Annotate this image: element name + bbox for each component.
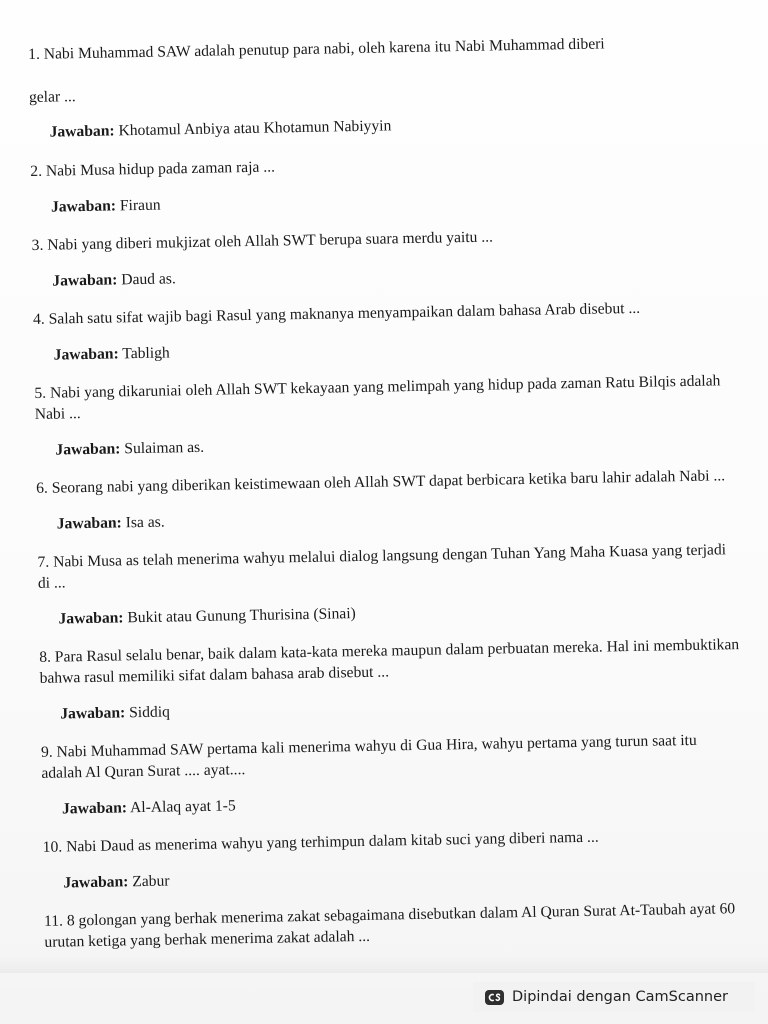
question-text: [36, 465, 736, 499]
question-item: [33, 296, 734, 366]
question-text: [41, 729, 742, 784]
question-item: [30, 148, 731, 218]
question-number: 8.: [39, 648, 52, 666]
question-body: Nabi Muhammad SAW pertama kali menerima wahyu di Gua Hira, wahyu pertama yang turun saat itu adalah Al Quran Surat .... ayat....: [41, 731, 697, 782]
question-body: Seorang nabi yang diberikan keistimewaan oleh Allah SWT dapat berbicara ketika baru lahir adalah Nabi ...: [51, 467, 726, 497]
question-list: [28, 31, 745, 953]
question-item: [41, 729, 742, 820]
question-item: [43, 824, 744, 894]
answer-text: Siddiq: [129, 703, 171, 722]
answer-text: Sulaiman as.: [124, 438, 205, 458]
question-number: 5.: [34, 384, 47, 402]
question-number: 6.: [35, 479, 49, 497]
answer-line: [62, 786, 742, 819]
question-item: [36, 465, 737, 535]
answer-label: Jawaban:: [61, 799, 128, 818]
question-continuation: gelar ...: [28, 88, 76, 106]
question-item: [32, 222, 733, 292]
answer-text: Isa as.: [125, 513, 165, 532]
answer-text: Tabligh: [122, 344, 170, 363]
answer-line: [52, 258, 732, 291]
question-text: [32, 222, 732, 256]
answer-line: [60, 691, 740, 724]
answer-label: Jawaban:: [52, 271, 118, 290]
question-item: [28, 31, 730, 143]
question-text: [43, 824, 743, 858]
question-text: [33, 296, 733, 330]
camscanner-watermark: [473, 982, 755, 1012]
question-number: 7.: [37, 553, 50, 571]
question-body: Nabi Muhammad SAW adalah penutup para nabi, oleh karena itu Nabi Muhammad diberi: [43, 35, 605, 63]
question-text: [39, 634, 740, 689]
camscanner-logo-icon: [485, 990, 504, 1005]
question-body: Nabi Musa as telah menerima wahyu melalui dialog langsung dengan Tuhan Yang Maha Kuasa yang terjadi di ...: [37, 541, 727, 592]
question-number: 1.: [28, 45, 41, 63]
question-item: [39, 634, 740, 725]
question-number: 4.: [32, 310, 45, 328]
scan-edge-shadow: [0, 955, 768, 973]
question-item: [44, 898, 745, 953]
answer-line: [57, 501, 737, 534]
answer-label: Jawaban:: [63, 873, 129, 892]
answer-label: Jawaban:: [49, 122, 115, 141]
question-number: 3.: [31, 236, 44, 254]
question-item: [37, 539, 738, 630]
question-body: Para Rasul selalu benar, baik dalam kata-kata mereka maupun dalam perbuatan mereka. Hal ini membuktikan bahwa rasul memiliki sifat dalam bahasa arab disebut ...: [39, 636, 740, 687]
answer-label: Jawaban:: [50, 197, 117, 216]
question-body: Nabi Daud as menerima wahyu yang terhimpun dalam kitab suci yang diberi nama ...: [65, 828, 599, 856]
answer-text: Bukit atau Gunung Thurisina (Sinai): [127, 605, 356, 627]
question-body: Salah satu sifat wajib bagi Rasul yang maknanya menyampaikan dalam bahasa Arab disebut ...: [48, 299, 641, 328]
question-text: [30, 148, 730, 182]
question-text: [28, 31, 728, 65]
answer-line: [51, 184, 731, 217]
question-text: [44, 898, 745, 953]
answer-line: [58, 596, 738, 629]
answer-line: [55, 427, 735, 460]
answer-text: Firaun: [119, 196, 161, 215]
question-text: [34, 370, 735, 425]
question-body: Nabi yang dikaruniai oleh Allah SWT kekayaan yang melimpah yang hidup pada zaman Ratu Bilqis adalah Nabi ...: [34, 372, 721, 423]
answer-line: [49, 109, 729, 142]
question-number: 11.: [43, 912, 64, 930]
answer-text: Al-Alaq ayat 1-5: [129, 797, 236, 817]
answer-label: Jawaban:: [60, 704, 126, 723]
answer-line: [63, 860, 743, 893]
answer-label: Jawaban:: [55, 440, 121, 459]
watermark-text: Dipindai dengan CamScanner: [512, 989, 729, 1005]
question-text: [37, 539, 738, 594]
question-number: 10.: [42, 838, 63, 856]
question-number: 2.: [30, 162, 43, 180]
answer-line: [54, 332, 734, 365]
question-number: 9.: [40, 743, 53, 761]
answer-label: Jawaban:: [58, 609, 124, 628]
answer-label: Jawaban:: [56, 514, 122, 533]
answer-text: Khotamul Anbiya atau Khotamun Nabiyyin: [118, 117, 392, 140]
answer-text: Zabur: [132, 872, 170, 891]
answer-text: Daud as.: [121, 270, 176, 289]
question-body: Nabi Musa hidup pada zaman raja ...: [45, 158, 276, 180]
question-body: Nabi yang diberi mukjizat oleh Allah SWT berupa suara merdu yaitu ...: [47, 228, 494, 254]
question-item: [34, 370, 735, 461]
answer-label: Jawaban:: [53, 345, 119, 364]
question-body: 8 golongan yang berhak menerima zakat sebagaimana disebutkan dalam Al Quran Surat At-Taubah ayat 60 urutan ketiga yang berhak menerima zakat adalah ...: [44, 900, 736, 951]
